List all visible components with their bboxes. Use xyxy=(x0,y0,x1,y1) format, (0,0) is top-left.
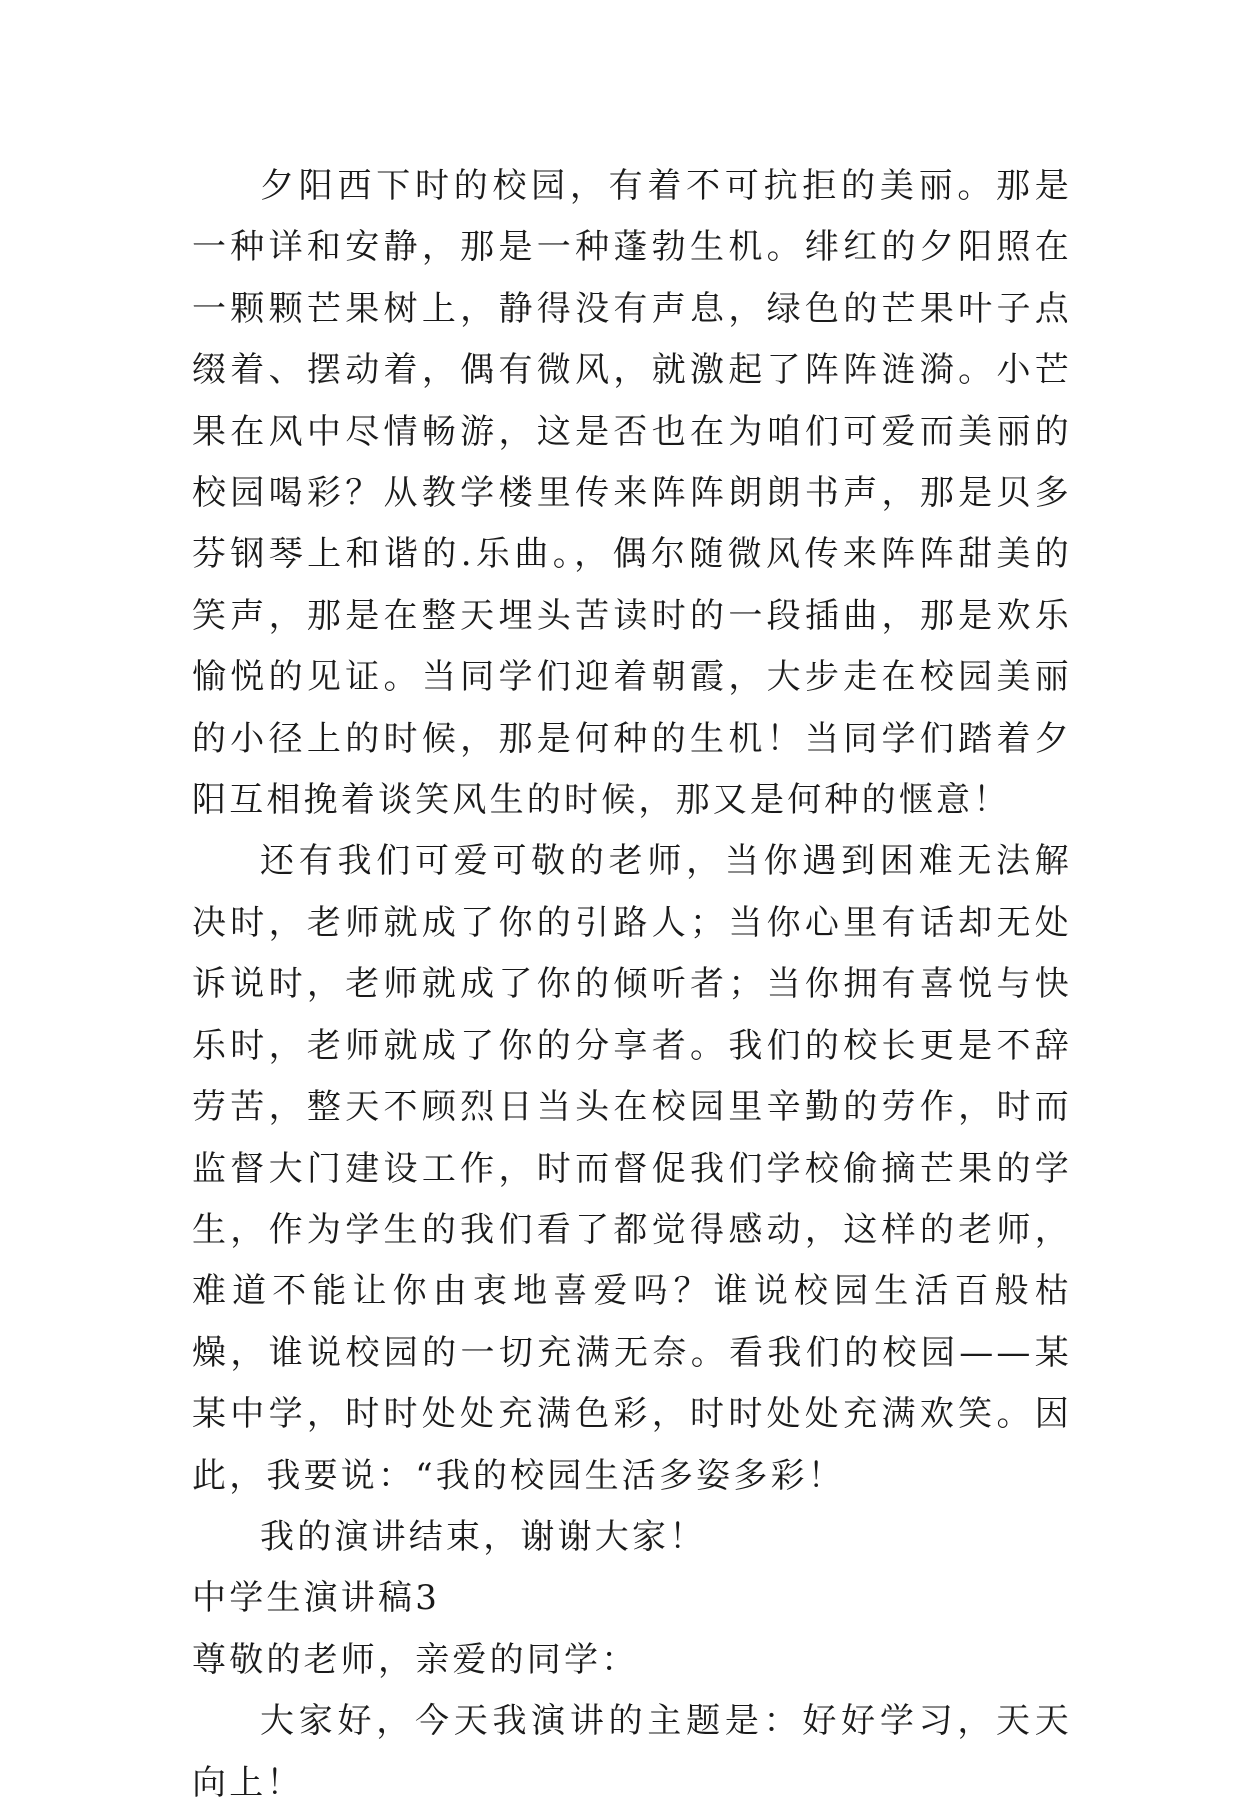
section-title: 中学生演讲稿3 xyxy=(192,1578,441,1619)
paragraph-closing: 我的演讲结束，谢谢大家！ xyxy=(260,1516,707,1557)
paragraph-opening: 大家好，今天我演讲的主题是：好好学习，天天向上！ xyxy=(192,1701,1072,1803)
paragraph-campus-sunset: 夕阳西下时的校园，有着不可抗拒的美丽。那是一种详和安静，那是一种蓬勃生机。绯红的夕阳照在一颗颗芒果树上，静得没有声息，绿色的芒果叶子点缀着、摆动着，偶有微风，就激起了阵阵涟漪。小芒果在风中尽情畅游，这是否也在为咱们可爱而美丽的校园喝彩？从教学楼里传来阵阵朗朗书声，那是贝多芬钢琴上和谐的.乐曲。，偶尔随微风传来阵阵甜美的笑声，那是在整天埋头苦读时的一段插曲，那是欢乐愉悦的见证。当同学们迎着朝霞，大步走在校园美丽的小径上的时候，那是何种的生机！当同学们踏着夕阳互相挽着谈笑风生的时候，那又是何种的惬意！ xyxy=(192,166,1072,821)
document-body xyxy=(192,156,1072,1814)
salutation: 尊敬的老师，亲爱的同学： xyxy=(192,1639,639,1680)
paragraph-teachers: 还有我们可爱可敬的老师，当你遇到困难无法解决时，老师就成了你的引路人；当你心里有话却无处诉说时，老师就成了你的倾听者；当你拥有喜悦与快乐时，老师就成了你的分享者。我们的校长更是不辞劳苦，整天不顾烈日当头在校园里辛勤的劳作，时而监督大门建设工作，时而督促我们学校偷摘芒果的学生，作为学生的我们看了都觉得感动，这样的老师，难道不能让你由衷地喜爱吗？谁说校园生活百般枯燥，谁说校园的一切充满无奈。看我们的校园——某某中学，时时处处充满色彩，时时处处充满欢笑。因此，我要说：“我的校园生活多姿多彩！ xyxy=(192,841,1072,1496)
